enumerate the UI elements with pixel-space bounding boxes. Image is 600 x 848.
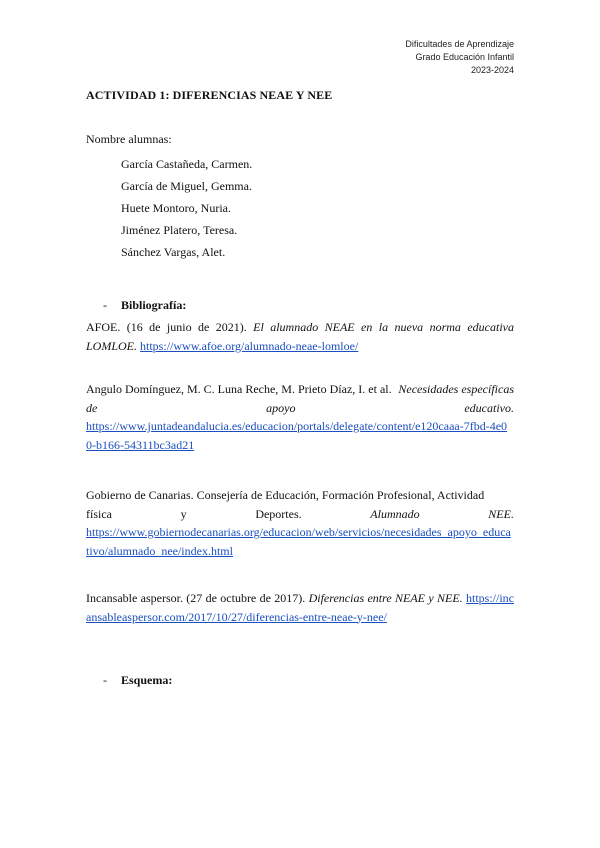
reference-link[interactable]: https://www.afoe.org/alumnado-neae-lomloe/	[140, 338, 359, 353]
reference-title: El alumnado NEAE en la nueva norma educativa LOMLOE.	[86, 320, 514, 353]
reference-link[interactable]: https://incansableaspersor.com/2017/10/27/diferencias-entre-neae-y-nee/	[86, 591, 514, 624]
reference-line	[86, 380, 514, 399]
reference-incansable	[86, 589, 514, 626]
student-name: Jiménez Platero, Teresa.	[121, 223, 238, 237]
reference-text: Deportes.	[255, 506, 302, 521]
reference-line	[86, 417, 514, 436]
reference-title: apoyo	[266, 400, 296, 415]
bibliography-heading	[103, 298, 186, 313]
reference-title: NEE.	[488, 506, 514, 521]
reference-link[interactable]: tivo/alumnado_nee/index.html	[86, 543, 233, 558]
reference-canarias	[86, 486, 514, 560]
reference-title: educativo.	[464, 400, 514, 415]
reference-text: AFOE. (16 de junio de 2021).	[86, 320, 254, 334]
bibliography-heading-text: Bibliografía:	[121, 298, 187, 312]
document-header	[405, 38, 514, 77]
student-name: García de Miguel, Gemma.	[121, 179, 252, 193]
reference-text: Angulo Domínguez, M. C. Luna Reche, M. Prieto Díaz, I. et al.	[86, 382, 392, 396]
scheme-heading	[103, 673, 172, 688]
reference-link[interactable]: 0-b166-54311bc3ad21	[86, 437, 195, 452]
reference-title: Necesidades específicas	[398, 382, 514, 396]
student-name: García Castañeda, Carmen.	[121, 157, 253, 171]
bullet-dash: -	[103, 298, 107, 312]
reference-line	[86, 486, 514, 505]
students-list	[121, 153, 252, 263]
student-name: Sánchez Vargas, Alet.	[121, 245, 226, 259]
bullet-dash: -	[103, 673, 107, 687]
reference-afoe	[86, 318, 514, 355]
reference-title: de	[86, 400, 98, 415]
reference-line	[86, 436, 514, 455]
reference-title: Diferencias entre NEAE y NEE.	[308, 591, 463, 605]
header-course: Dificultades de Aprendizaje	[405, 39, 514, 49]
header-year: 2023-2024	[470, 65, 514, 75]
reference-link[interactable]: https://www.juntadeandalucia.es/educacion/portals/delegate/content/e120caaa-7fbd-4e0	[86, 419, 508, 433]
header-degree: Grado Educación Infantil	[415, 52, 514, 62]
reference-line	[86, 523, 514, 542]
reference-link[interactable]: https://www.gobiernodecanarias.org/educacion/web/servicios/necesidades_apoyo_educa	[86, 525, 511, 539]
reference-angulo	[86, 380, 514, 454]
students-label: Nombre alumnas:	[86, 132, 172, 146]
reference-text: Gobierno de Canarias. Consejería de Educación, Formación Profesional, Actividad	[86, 488, 485, 502]
reference-text: física	[86, 506, 112, 521]
reference-line	[86, 399, 514, 418]
reference-text: y	[180, 506, 187, 521]
scheme-heading-text: Esquema:	[121, 673, 173, 687]
reference-line	[86, 505, 514, 524]
page-title: ACTIVIDAD 1: DIFERENCIAS NEAE Y NEE	[86, 88, 333, 102]
reference-text: Incansable aspersor. (27 de octubre de 2017).	[86, 591, 309, 605]
reference-line	[86, 542, 514, 561]
reference-title: Alumnado	[370, 506, 420, 521]
student-name: Huete Montoro, Nuria.	[121, 201, 231, 215]
